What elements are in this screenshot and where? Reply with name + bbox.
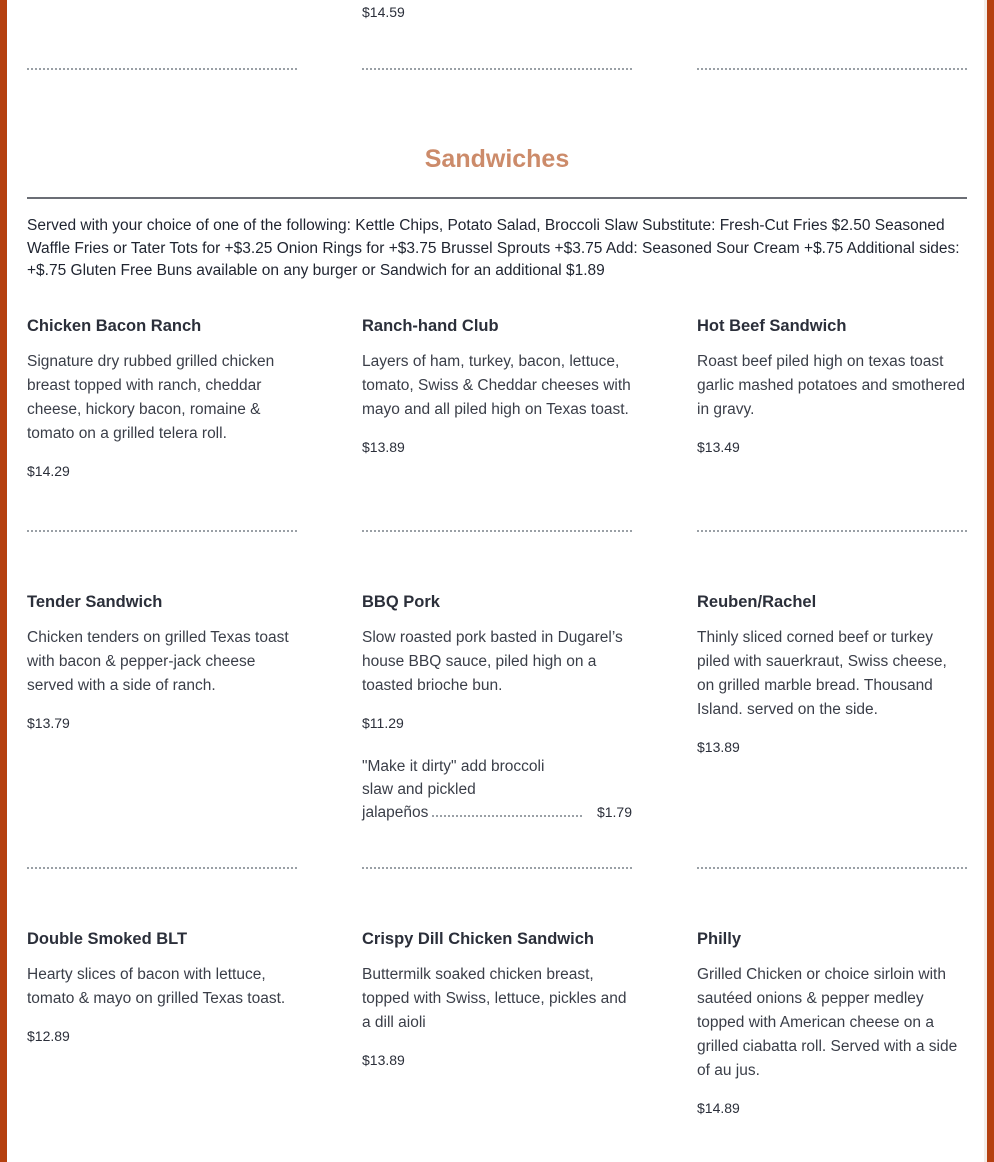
addon-dot-leader xyxy=(432,803,582,817)
menu-item[interactable] xyxy=(697,316,967,455)
dotted-separator xyxy=(362,863,632,869)
addon-text-line: "Make it dirty" add broccoli xyxy=(362,758,545,775)
item-price: $13.79 xyxy=(27,715,70,731)
dotted-separator xyxy=(27,863,297,869)
item-description: Buttermilk soaked chicken breast, topped with Swiss, lettuce, pickles and a dill aioli xyxy=(362,966,627,1031)
item-price: $13.89 xyxy=(697,739,740,755)
item-description: Thinly sliced corned beef or turkey piled with sauerkraut, Swiss cheese, on grilled marble bread. Thousand Island. served on the side. xyxy=(697,629,947,718)
section-intro: Served with your choice of one of the following: Kettle Chips, Potato Salad, Broccoli Slaw Substitute: Fresh-Cut Fries $2.50 Seasoned Waffle Fries or Tater Tots for +$3.25 Onion Rings for +$3.75 Brussel Sprouts +$3.75 Add: Seasoned Sour Cream +$.75 Additional sides: +$.75 Gluten Free Buns available on any burger or Sandwich for an additional $1.89 xyxy=(27,217,960,279)
item-description: Roast beef piled high on texas toast garlic mashed potatoes and smothered in gravy. xyxy=(697,353,965,418)
addon-text-line: jalapeños xyxy=(362,804,429,821)
addon-price-line xyxy=(362,801,632,825)
item-name: Double Smoked BLT xyxy=(27,930,188,948)
section-title: Sandwiches xyxy=(424,145,570,173)
addon-text-line: slaw and pickled xyxy=(362,780,476,798)
top-partial-item xyxy=(362,4,632,20)
menu-item[interactable] xyxy=(27,929,297,1044)
dotted-separator xyxy=(27,526,297,532)
dotted-separator xyxy=(697,64,967,70)
item-price: $12.89 xyxy=(27,1028,70,1044)
item-price: $14.89 xyxy=(697,1100,740,1116)
item-name: Ranch-hand Club xyxy=(362,317,499,335)
item-price: $13.89 xyxy=(362,1052,405,1068)
menu-item[interactable] xyxy=(27,592,297,731)
item-name: BBQ Pork xyxy=(362,593,440,611)
dotted-separator xyxy=(697,863,967,869)
item-price: $14.59 xyxy=(362,4,405,20)
menu-item[interactable] xyxy=(27,316,297,479)
section-divider xyxy=(27,197,967,199)
item-description: Grilled Chicken or choice sirloin with sautéed onions & pepper medley topped with American cheese on a grilled ciabatta roll. Served with a side of au jus. xyxy=(697,966,958,1079)
dotted-separator xyxy=(697,526,967,532)
item-description: Layers of ham, turkey, bacon, lettuce, tomato, Swiss & Cheddar cheeses with mayo and all piled high on Texas toast. xyxy=(362,353,631,418)
item-name: Reuben/Rachel xyxy=(697,593,817,611)
dotted-separator xyxy=(362,526,632,532)
menu-item[interactable] xyxy=(362,592,632,825)
item-description: Hearty slices of bacon with lettuce, tomato & mayo on grilled Texas toast. xyxy=(27,966,286,1007)
item-name: Hot Beef Sandwich xyxy=(697,317,847,335)
item-description: Slow roasted pork basted in Dugarel’s house BBQ sauce, piled high on a toasted brioche bun. xyxy=(362,629,623,694)
menu-item[interactable] xyxy=(697,929,967,1116)
addon-price: $1.79 xyxy=(596,804,632,820)
item-name: Chicken Bacon Ranch xyxy=(27,317,202,335)
item-description: Chicken tenders on grilled Texas toast with bacon & pepper-jack cheese served with a side of ranch. xyxy=(27,629,289,694)
item-name: Philly xyxy=(697,930,742,948)
menu-item[interactable] xyxy=(362,929,632,1068)
item-price: $11.29 xyxy=(362,715,404,731)
right-border xyxy=(987,0,994,1162)
menu-item[interactable] xyxy=(697,592,967,755)
dotted-separator xyxy=(27,64,297,70)
item-price: $14.29 xyxy=(27,463,70,479)
left-border xyxy=(0,0,7,1162)
addon-option[interactable] xyxy=(362,756,632,825)
item-price: $13.49 xyxy=(697,439,740,455)
item-name: Crispy Dill Chicken Sandwich xyxy=(362,930,594,948)
item-price: $13.89 xyxy=(362,439,405,455)
item-description: Signature dry rubbed grilled chicken breast topped with ranch, cheddar cheese, hickory bacon, romaine & tomato on a grilled telera roll. xyxy=(27,353,275,442)
item-name: Tender Sandwich xyxy=(27,593,163,611)
menu-item[interactable] xyxy=(362,316,632,455)
dotted-separator xyxy=(362,64,632,70)
